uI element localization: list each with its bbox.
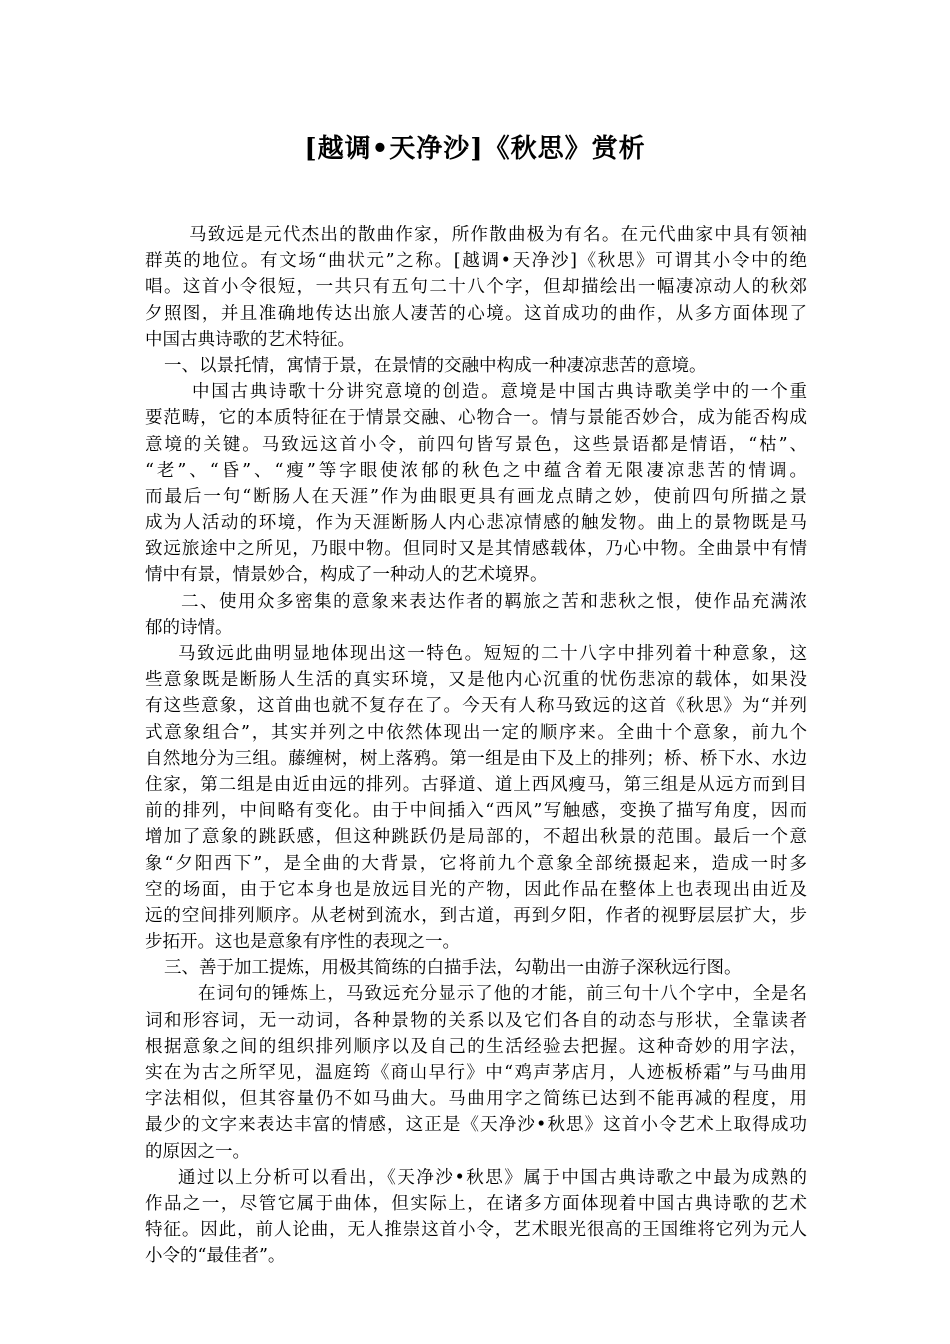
paragraph-intro-line: 唱。这首小令很短，一共只有五句二十八个字，但却描绘出一幅凄凉动人的秋郊 — [145, 277, 807, 298]
paragraph-intro-line: 马致远是元代杰出的散曲作家，所作散曲极为有名。在元代曲家中具有领袖 — [189, 225, 807, 245]
paragraph-section1-line: 致远旅途中之所见，乃眼中物。但同时又是其情感载体，乃心中物。全曲景中有情 — [145, 539, 807, 560]
paragraph-section2-line: 增加了意象的跳跃感，但这种跳跃仍是局部的，不超出秋景的范围。最后一个意 — [145, 827, 807, 848]
paragraph-conclusion-line: 特征。因此，前人论曲，无人推崇这首小令，艺术眼光很高的王国维将它列为元人 — [145, 1220, 807, 1241]
paragraph-section2-line: 自然地分为三组。藤缠树，树上落鸦。第一组是由下及上的排列；桥、桥下水、水边 — [145, 748, 807, 769]
paragraph-conclusion-line: 小令的“最佳者”。 — [145, 1246, 286, 1267]
paragraph-section1-line: 要范畴，它的本质特征在于情景交融、心物合一。情与景能否妙合，成为能否构成 — [145, 408, 807, 429]
paragraph-section3-line: 实在为古之所罕见，温庭筠《商山早行》中“鸡声茅店月，人迹板桥霜”与马曲用 — [145, 1063, 807, 1083]
paragraph-section1-line: 意境的关键。马致远这首小令，前四句皆写景色，这些景语都是情语，“枯”、 — [145, 434, 807, 455]
paragraph-section3-line: 词和形容词，无一动词，各种景物的关系以及它们各自的动态与形状，全靠读者 — [145, 1010, 807, 1031]
paragraph-section1-line: 情中有景，情景妙合，构成了一种动人的艺术境界。 — [145, 565, 548, 586]
paragraph-section2-line: 式意象组合”，其实并列之中依然体现出一定的顺序来。全曲十个意象，前九个 — [145, 722, 807, 743]
paragraph-section2-line: 有这些意象，这首曲也就不复存在了。今天有人称马致远的这首《秋思》为“并列 — [145, 696, 807, 717]
section-heading-3: 三、善于加工提炼，用极其简练的白描手法，勾勒出一由游子深秋远行图。 — [164, 958, 742, 979]
paragraph-section2-line: 步拓开。这也是意象有序性的表现之一。 — [145, 932, 460, 953]
paragraph-intro-line: 夕照图，并且准确地传达出旅人凄苦的心境。这首成功的曲作，从多方面体现了 — [145, 303, 807, 324]
paragraph-section1-line: 成为人活动的环境，作为天涯断肠人内心悲凉情感的触发物。曲上的景物既是马 — [145, 513, 807, 534]
paragraph-conclusion-line: 通过以上分析可以看出，《天净沙•秋思》属于中国古典诗歌之中最为成熟的 — [178, 1167, 807, 1188]
paragraph-conclusion-line: 作品之一，尽管它属于曲体，但实际上，在诸多方面体现着中国古典诗歌的艺术 — [145, 1193, 807, 1214]
paragraph-section2-line: 马致远此曲明显地体现出这一特色。短短的二十八字中排列着十种意象，这 — [178, 644, 807, 664]
paragraph-section3-line: 根据意象之间的组织排列顺序以及自己的生活经验去把握。这种奇妙的用字法， — [145, 1036, 807, 1057]
paragraph-section1-line: 而最后一句“断肠人在天涯”作为曲眼更具有画龙点睛之妙，使前四句所描之景 — [145, 486, 807, 507]
document-body — [145, 222, 807, 1270]
paragraph-intro-line: 中国古典诗歌的艺术特征。 — [145, 329, 355, 350]
section-heading-1: 一、以景托情，寓情于景，在景情的交融中构成一种凄凉悲苦的意境。 — [164, 355, 707, 376]
paragraph-section2-line: 住家，第二组是由近由远的排列。古驿道、道上西风瘦马，第三组是从远方而到目 — [145, 774, 807, 795]
paragraph-section2-line: 象“夕阳西下”，是全曲的大背景，它将前九个意象全部统摄起来，造成一时多 — [145, 853, 807, 874]
paragraph-section2-line: 些意象既是断肠人生活的真实环境，又是他内心沉重的忧伤悲凉的载体，如果没 — [145, 670, 807, 691]
paragraph-section3-line: 字法相似，但其容量仍不如马曲大。马曲用字之简练已达到不能再减的程度，用 — [145, 1089, 807, 1110]
document-title: [越调•天净沙]《秋思》赏析 — [304, 134, 646, 164]
paragraph-section3-line: 的原因之一。 — [145, 1141, 250, 1162]
paragraph-section2-line: 空的场面，由于它本身也是放远目光的产物，因此作品在整体上也表现出由近及 — [145, 879, 807, 900]
section-heading-2: 郁的诗情。 — [145, 617, 233, 638]
paragraph-section3-line: 在词句的锤炼上，马致远充分显示了他的才能，前三句十八个字中，全是名 — [198, 984, 807, 1005]
paragraph-intro-line: 群英的地位。有文场“曲状元”之称。[越调•天净沙]《秋思》可谓其小令中的绝 — [145, 251, 807, 272]
paragraph-section2-line: 远的空间排列顺序。从老树到流水，到古道，再到夕阳，作者的视野层层扩大，步 — [145, 905, 807, 926]
paragraph-section1-line: 中国古典诗歌十分讲究意境的创造。意境是中国古典诗歌美学中的一个重 — [192, 382, 807, 403]
paragraph-section3-line: 最少的文字来表达丰富的情感，这正是《天净沙•秋思》这首小令艺术上取得成功 — [145, 1115, 807, 1136]
paragraph-section1-line: “老”、“昏”、“瘦”等字眼使浓郁的秋色之中蕴含着无限凄凉悲苦的情调。 — [145, 460, 807, 481]
section-heading-2: 二、使用众多密集的意象来表达作者的羁旅之苦和悲秋之恨，使作品充满浓 — [181, 591, 807, 612]
paragraph-section2-line: 前的排列，中间略有变化。由于中间插入“西风”写触感，变换了描写角度，因而 — [145, 801, 807, 822]
